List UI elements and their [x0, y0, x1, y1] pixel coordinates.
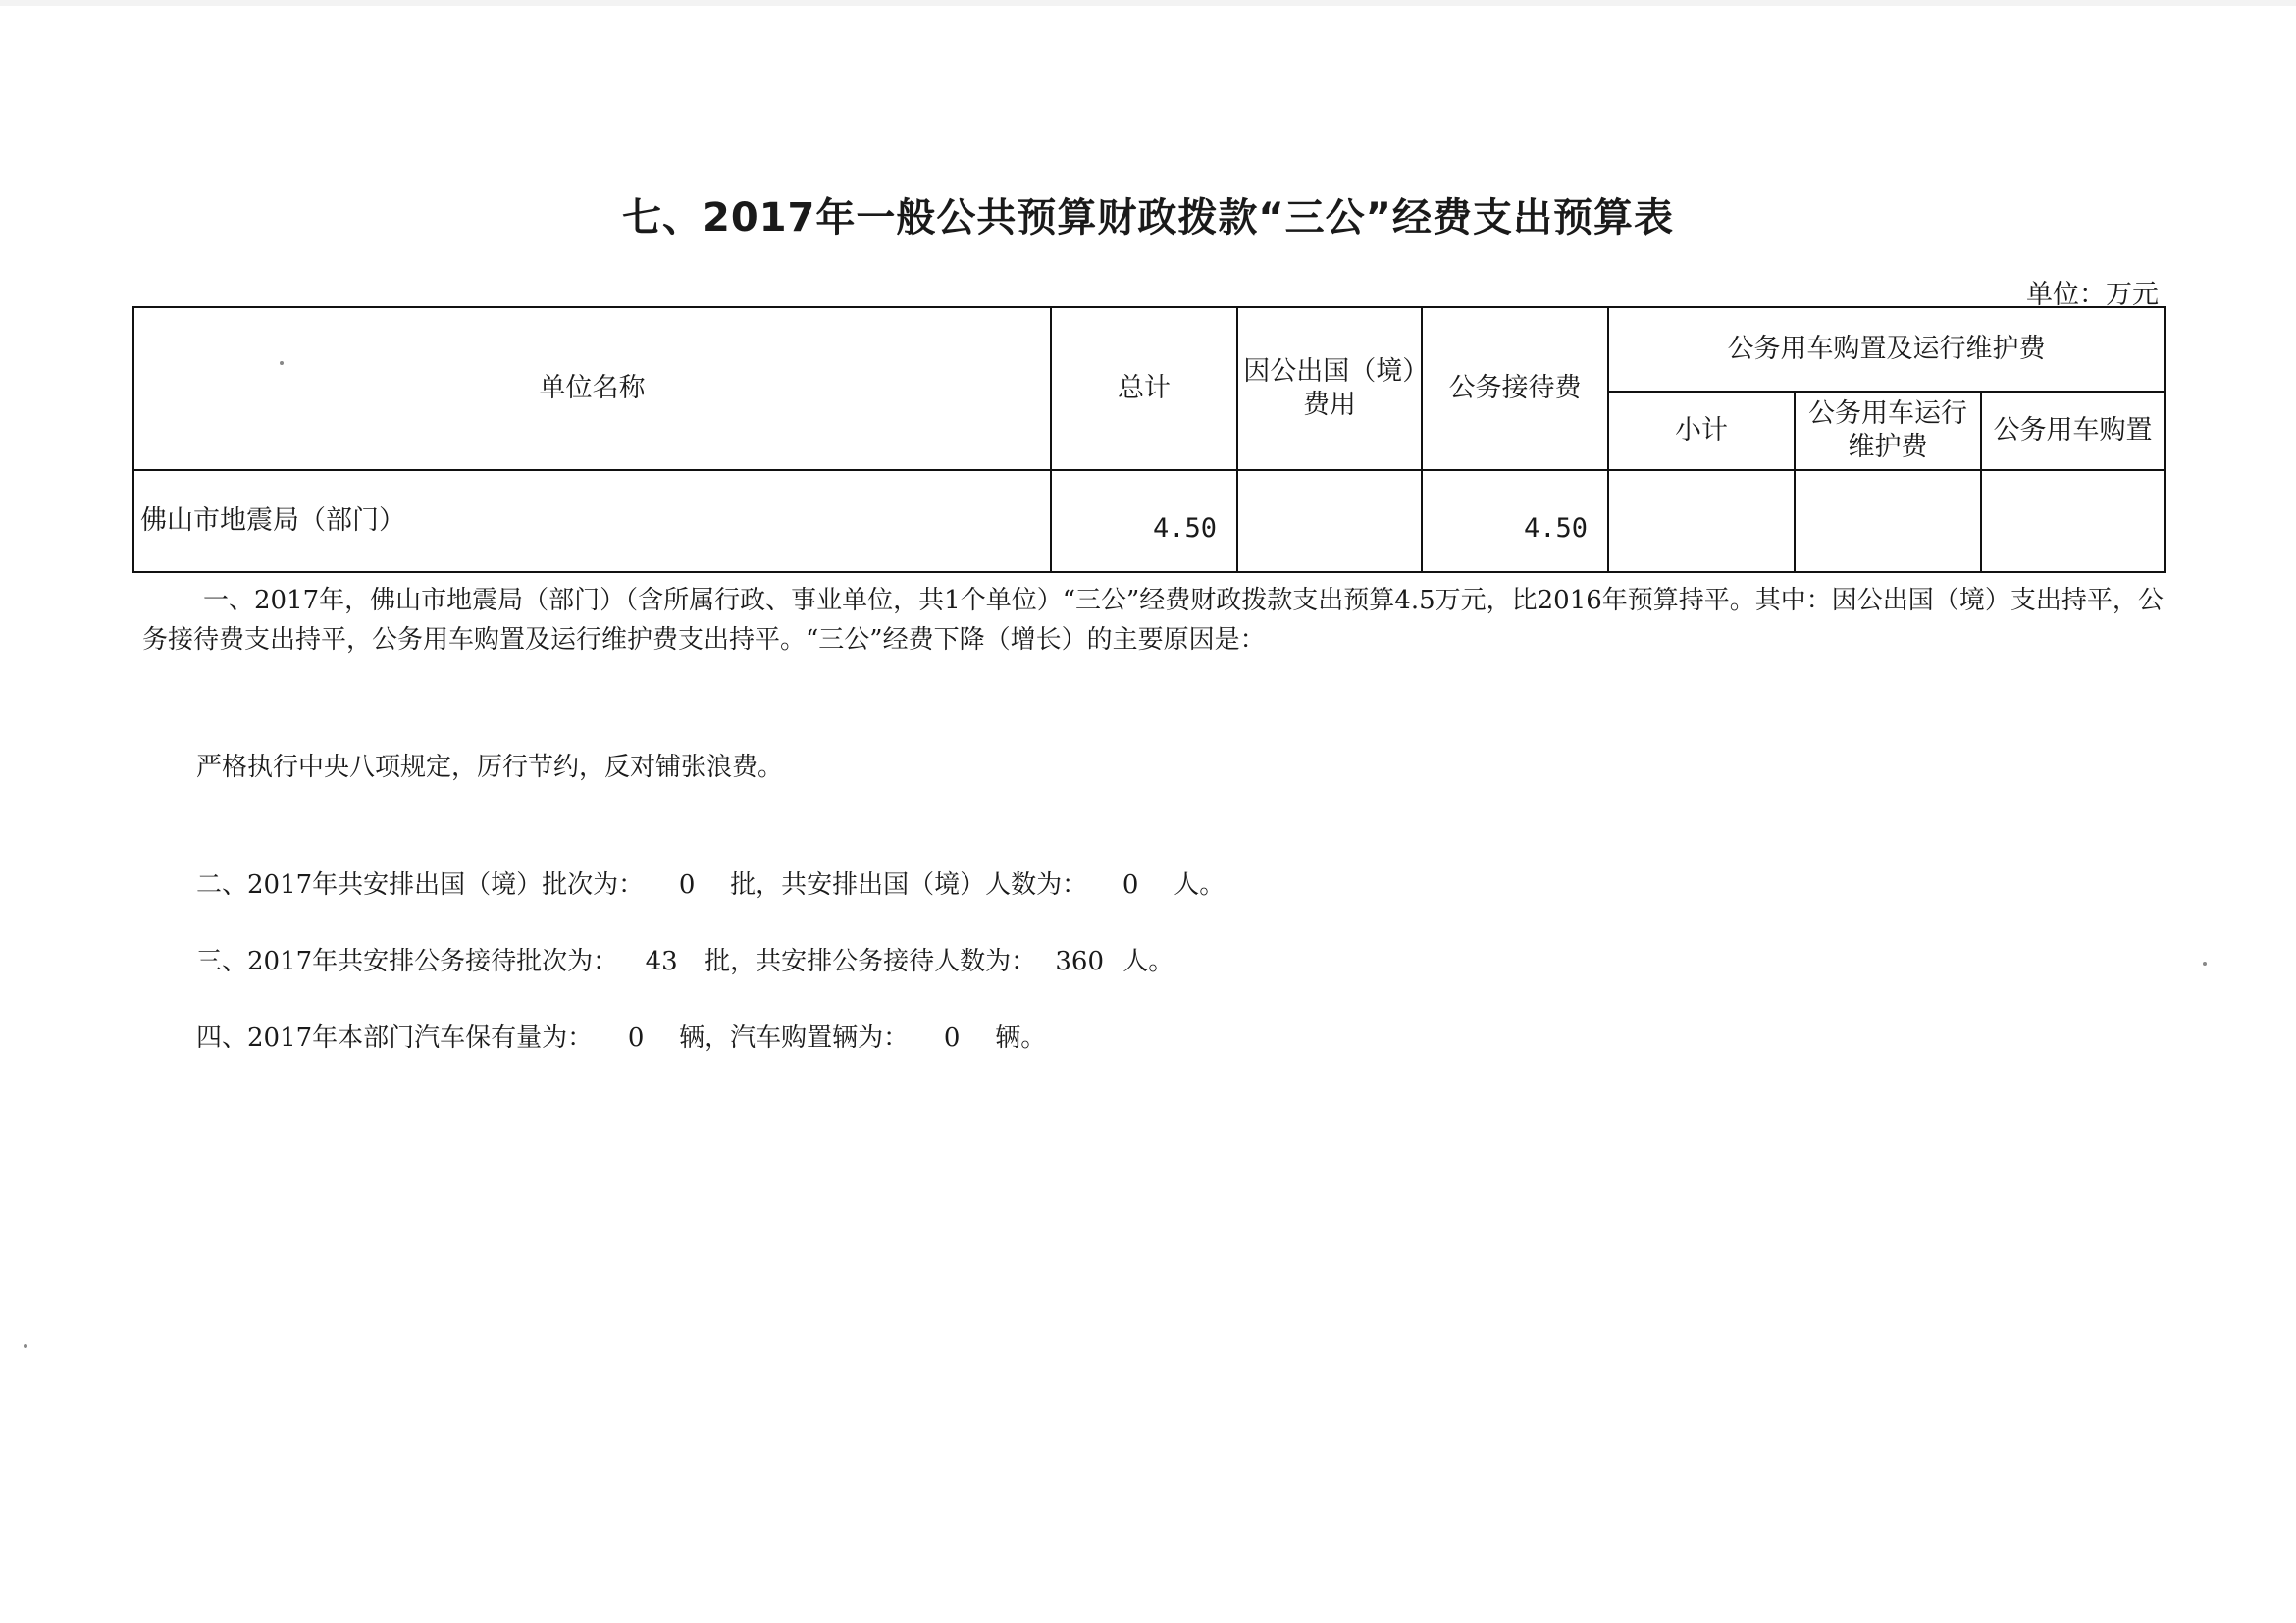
- note-abroad-arrangement: [196, 865, 2218, 905]
- page-title: 七、2017年一般公共预算财政拨款“三公”经费支出预算表: [622, 195, 1674, 240]
- abroad-prefix: 二、2017年共安排出国（境）批次为：: [196, 870, 645, 900]
- cell-total: 4.50: [1051, 470, 1237, 572]
- scan-top-edge: [0, 0, 2296, 6]
- vehicle-purchased-value: 0: [943, 1023, 961, 1053]
- cell-reception: 4.50: [1422, 470, 1608, 572]
- note-paragraph-1: 一、2017年，佛山市地震局（部门）（含所属行政、事业单位，共1个单位）“三公”经费财政拨款支出预算4.5万元，比2016年预算持平。其中：因公出国（境）支出持平，公务接待费支出持平，公务用车购置及运行维护费支出持平。“三公”经费下降（增长）的主要原因是：: [142, 586, 2164, 654]
- reception-middle: 批，共安排公务接待人数为：: [704, 947, 1037, 976]
- cell-vehicle-purchase: [1981, 470, 2165, 572]
- header-vehicle-purchase: 公务用车购置: [1981, 392, 2165, 470]
- header-vehicle-operation: 公务用车运行维护费: [1795, 392, 1981, 470]
- scan-speck: [280, 361, 284, 365]
- reception-prefix: 三、2017年共安排公务接待批次为：: [196, 947, 619, 976]
- budget-table: [132, 306, 2166, 573]
- vehicle-suffix: 辆。: [995, 1023, 1047, 1053]
- vehicle-prefix: 四、2017年本部门汽车保有量为：: [196, 1023, 594, 1053]
- reception-people-value: 360: [1055, 947, 1104, 976]
- note-reception-arrangement: [196, 942, 2218, 981]
- vehicle-owned-value: 0: [627, 1023, 645, 1053]
- abroad-middle: 批，共安排出国（境）人数为：: [730, 870, 1088, 900]
- header-row-1: [133, 307, 2165, 392]
- unit-label: 单位：万元: [2026, 280, 2159, 310]
- note-paragraph-reason: 严格执行中央八项规定，厉行节约，反对铺张浪费。: [196, 753, 784, 782]
- table-row: [133, 470, 2165, 572]
- scan-speck: [24, 1344, 27, 1348]
- reception-suffix: 人。: [1122, 947, 1174, 976]
- header-subtotal: 小计: [1608, 392, 1795, 470]
- abroad-batches-value: 0: [678, 870, 696, 900]
- cell-vehicle-operation: [1795, 470, 1981, 572]
- cell-unit-name: 佛山市地震局（部门）: [133, 470, 1051, 572]
- cell-subtotal: [1608, 470, 1795, 572]
- header-abroad: 因公出国（境）费用: [1237, 307, 1422, 470]
- scan-speck: [2203, 962, 2207, 966]
- cell-abroad: [1237, 470, 1422, 572]
- note-vehicle-count: [196, 1019, 2218, 1058]
- abroad-suffix: 人。: [1174, 870, 1226, 900]
- header-reception: 公务接待费: [1422, 307, 1608, 470]
- vehicle-middle: 辆，汽车购置辆为：: [679, 1023, 910, 1053]
- reception-batches-value: 43: [645, 947, 678, 976]
- header-total: 总计: [1051, 307, 1237, 470]
- header-vehicle-group: 公务用车购置及运行维护费: [1608, 307, 2165, 392]
- header-unit-name: 单位名称: [133, 307, 1051, 470]
- abroad-people-value: 0: [1122, 870, 1139, 900]
